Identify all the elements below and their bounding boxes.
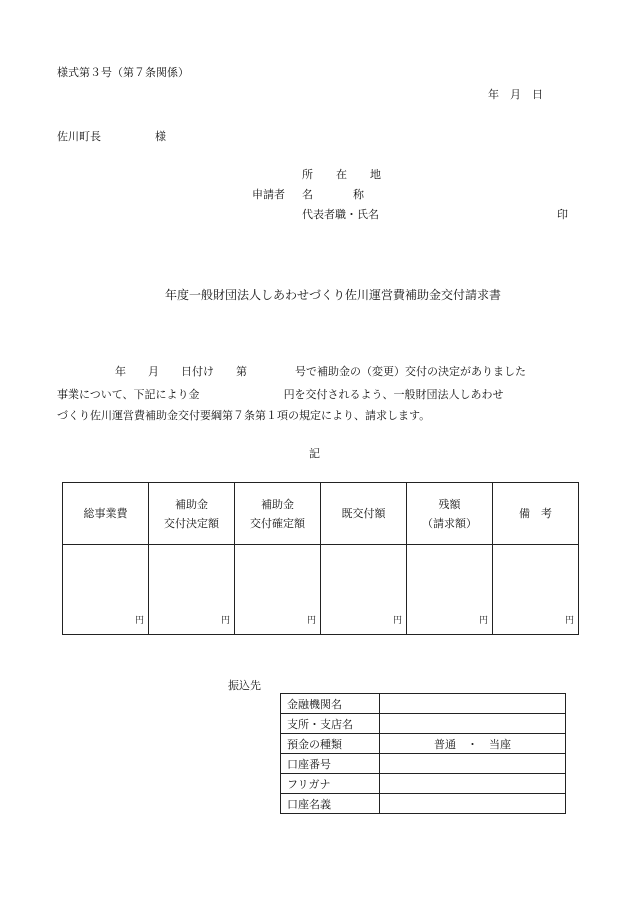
value-remaining[interactable]	[407, 545, 493, 635]
bank-row	[281, 734, 566, 754]
bank-row	[281, 754, 566, 774]
body-line-1-b: 号で補助金の（変更）交付の決定がありました	[295, 365, 526, 378]
header-remaining	[407, 483, 493, 545]
value-total-cost[interactable]	[63, 545, 149, 635]
bank-row	[281, 694, 566, 714]
bank-table	[280, 693, 566, 814]
body-line-2-a: 事業について、下記により金	[57, 388, 200, 401]
date-line: 年 月 日	[488, 88, 543, 101]
form-number: 様式第３号（第７条関係）	[57, 66, 189, 79]
bank-label: フリガナ	[281, 774, 380, 794]
value-decided-amount[interactable]	[149, 545, 235, 635]
yen-unit: 円	[220, 616, 230, 626]
bank-value[interactable]	[380, 694, 566, 714]
applicant-name-label	[302, 186, 364, 202]
bank-label: 口座名義	[281, 794, 380, 814]
addressee-honorific: 様	[155, 130, 166, 143]
header-remarks-label: 備 考	[519, 507, 552, 520]
header-already-paid-label: 既交付額	[341, 507, 386, 520]
applicant-label: 申請者	[252, 188, 285, 201]
bank-value[interactable]	[380, 754, 566, 774]
header-remaining-line-1: 残額	[438, 497, 461, 511]
bank-label: 預金の種類	[281, 734, 380, 754]
bank-value[interactable]: 普通 ・ 当座	[380, 734, 566, 754]
header-total-cost-label: 総事業費	[83, 507, 128, 520]
bank-label: 支所・支店名	[281, 714, 380, 734]
value-remarks[interactable]	[493, 545, 579, 635]
body-line-3: づくり佐川運営費補助金交付要綱第７条第１項の規定により、請求します。	[57, 409, 431, 422]
yen-unit: 円	[306, 616, 316, 626]
representative-label: 代表者職・氏名	[302, 208, 379, 221]
body-line-1	[57, 363, 577, 379]
bank-row	[281, 714, 566, 734]
addressee-name: 佐川町長	[57, 130, 101, 143]
yen-unit: 円	[564, 616, 574, 626]
bank-row	[281, 794, 566, 814]
yen-unit: 円	[134, 616, 144, 626]
bank-heading: 振込先	[228, 679, 261, 692]
header-already-paid	[321, 483, 407, 545]
body-line-2	[57, 386, 577, 402]
document-title: 年度一般財団法人しあわせづくり佐川運営費補助金交付請求書	[165, 288, 502, 302]
header-decided-line-2: 交付決定額	[164, 516, 219, 530]
header-remaining-line-2: （請求額）	[422, 516, 477, 530]
body-line-2-b: 円を交付されるよう、一般財団法人しあわせ	[283, 388, 504, 401]
yen-unit: 円	[392, 616, 402, 626]
name-label-part-2: 称	[353, 188, 364, 201]
bank-value[interactable]	[380, 714, 566, 734]
seal-mark: 印	[557, 208, 568, 221]
name-label-part-1: 名	[302, 188, 313, 201]
bank-value[interactable]	[380, 774, 566, 794]
header-confirmed-line-2: 交付確定額	[250, 516, 305, 530]
value-already-paid[interactable]	[321, 545, 407, 635]
address-label: 所 在 地	[302, 168, 387, 181]
amount-table-header-row	[63, 483, 579, 545]
amount-table	[62, 482, 579, 635]
ki-heading: 記	[309, 447, 320, 460]
bank-value[interactable]	[380, 794, 566, 814]
header-confirmed-amount	[235, 483, 321, 545]
addressee	[57, 128, 166, 144]
header-decided-amount	[149, 483, 235, 545]
header-decided-line-1: 補助金	[175, 497, 208, 511]
bank-label: 口座番号	[281, 754, 380, 774]
value-confirmed-amount[interactable]	[235, 545, 321, 635]
header-total-cost	[63, 483, 149, 545]
header-confirmed-line-1: 補助金	[261, 497, 294, 511]
body-line-1-a: 年 月 日付け 第	[115, 365, 247, 378]
header-remarks	[493, 483, 579, 545]
amount-table-value-row	[63, 545, 579, 635]
yen-unit: 円	[478, 616, 488, 626]
bank-row	[281, 774, 566, 794]
bank-label: 金融機関名	[281, 694, 380, 714]
